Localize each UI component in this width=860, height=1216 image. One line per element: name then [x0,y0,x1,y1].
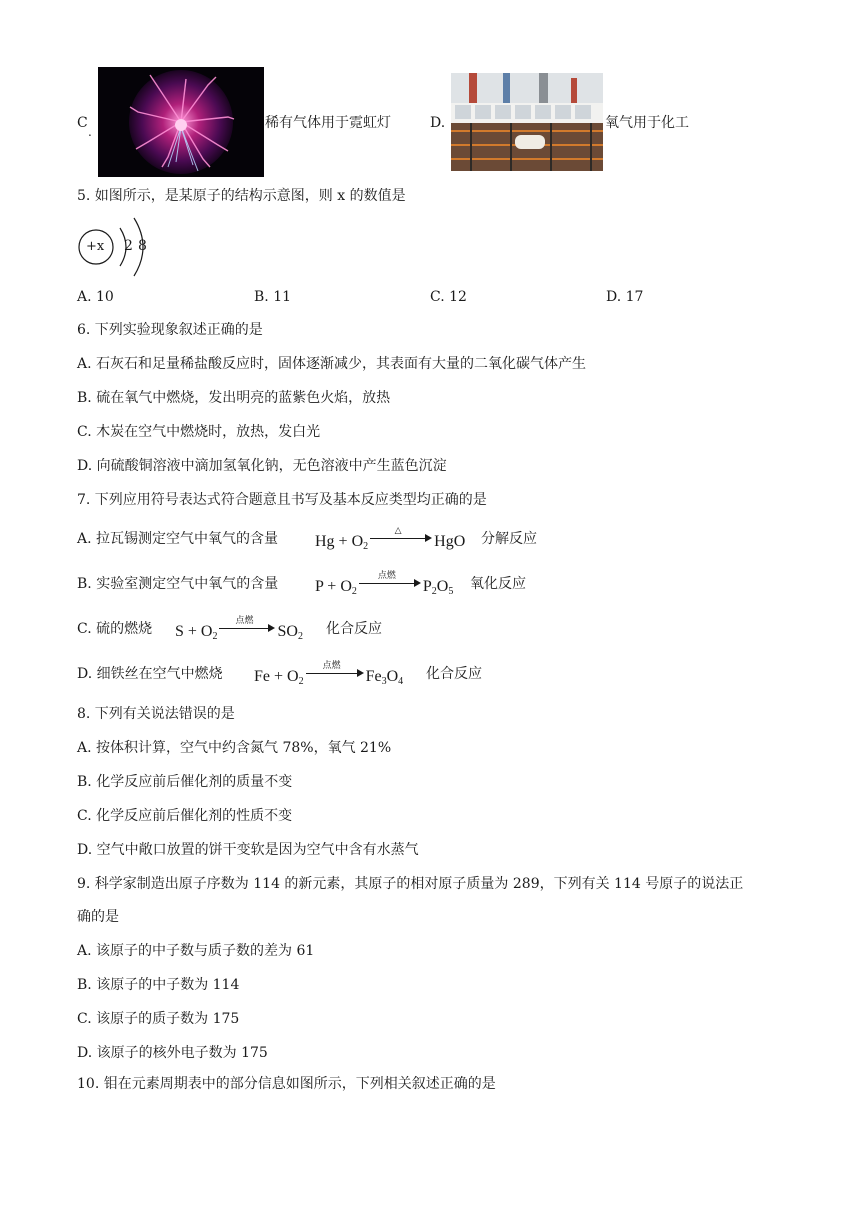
q8-option-c: C. 化学反应前后催化剂的性质不变 [77,808,293,824]
q9-option-c: C. 该原子的质子数为 175 [77,1011,240,1027]
reaction-arrow [306,660,364,679]
q7-option-a-equation: $Hg + O_2$ △ HgO [315,525,466,552]
q6-option-a: A. 石灰石和足量稀盐酸反应时，固体逐渐减少，其表面有大量的二氧化碳气体产生 [77,356,587,372]
q6-option-d: D. 向硫酸铜溶液中滴加氢氧化钠，无色溶液中产生蓝色沉淀 [77,458,447,474]
q7-option-b-label: B. 实验室测定空气中氧气的含量 [77,576,279,592]
reaction-arrow [359,570,421,589]
q7-option-c-type: 化合反应 [326,621,382,637]
q9-option-b: B. 该原子的中子数为 114 [77,977,240,993]
q9-stem-line1: 9. 科学家制造出原子序数为 114 的新元素，其原子的相对原子质量为 289，下列有关 114 号原子的说法正 [77,876,744,892]
q4-option-c-letter: C [77,115,88,131]
q5-option-c: C. 12 [430,289,467,305]
q8-option-d: D. 空气中敞口放置的饼干变软是因为空气中含有水蒸气 [77,842,419,858]
q5-option-d: D. 17 [606,289,644,305]
shell-2-electrons: 8 [138,238,147,254]
q8-stem: 8. 下列有关说法错误的是 [77,706,235,722]
q7-stem: 7. 下列应用符号表达式符合题意且书写及基本反应类型均正确的是 [77,492,487,508]
q4-option-d-text: 氧气用于化工 [605,115,689,131]
q4-option-c-text: 稀有气体用于霓虹灯 [265,115,391,131]
q4-option-d-letter: D. [430,115,446,131]
q7-option-b-type: 氧化反应 [470,576,526,592]
q7-option-c-equation: $S + O_2$ 点燃 $SO_2$ [175,615,303,642]
q7-option-d-type: 化合反应 [426,666,482,682]
reaction-condition: 点燃 [377,570,396,580]
q6-stem: 6. 下列实验现象叙述正确的是 [77,322,263,338]
q9-option-d: D. 该原子的核外电子数为 175 [77,1045,268,1061]
chemical-plant-image [451,73,603,171]
q5-option-b: B. 11 [254,289,292,305]
reaction-arrow [219,615,275,634]
q7-option-a-type: 分解反应 [481,531,537,547]
q10-stem: 10. 钼在元素周期表中的部分信息如图所示，下列相关叙述正确的是 [77,1076,496,1092]
q9-stem-line2: 确的是 [77,909,119,925]
nucleus-label: +x [86,239,105,254]
q9-option-a: A. 该原子的中子数与质子数的差为 61 [77,943,315,959]
q7-option-a-label: A. 拉瓦锡测定空气中氧气的含量 [77,531,279,547]
q6-option-c: C. 木炭在空气中燃烧时，放热，发白光 [77,424,321,440]
q5-stem: 5. 如图所示，是某原子的结构示意图，则 x 的数值是 [77,188,406,204]
q7-option-d-label: D. 细铁丝在空气中燃烧 [77,666,223,682]
plasma-ball-image [98,67,264,177]
reaction-arrow [370,525,432,544]
q7-option-c-label: C. 硫的燃烧 [77,621,153,637]
reaction-condition: 点燃 [235,615,254,625]
q8-option-b: B. 化学反应前后催化剂的质量不变 [77,774,293,790]
q8-option-a: A. 按体积计算，空气中约含氮气 78%，氧气 21% [77,740,392,756]
q5-option-a: A. 10 [77,289,114,305]
shell-1-electrons: 2 [124,238,133,254]
q7-option-d-equation: $Fe + O_2$ 点燃 $Fe_3O_4$ [254,660,404,687]
reaction-condition: △ [394,525,402,535]
reaction-condition: 点燃 [322,660,341,670]
q7-option-b-equation: $P + O_2$ 点燃 $P_2O_5$ [315,570,454,597]
q6-option-b: B. 硫在氧气中燃烧，发出明亮的蓝紫色火焰，放热 [77,390,391,406]
q4-option-c-dot: . [88,125,92,139]
atom-structure-diagram [76,214,156,278]
